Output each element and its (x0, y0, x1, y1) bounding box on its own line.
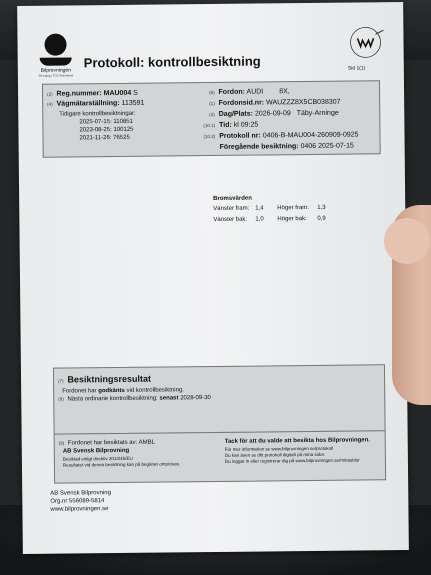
field-number: (2) (47, 91, 53, 97)
previous-inspection: 2021-11-26: 76525 (79, 134, 130, 142)
field-number: (9) (58, 440, 65, 446)
review-note: Resultatet vid denna besiktning kan på begäran omprövas. (62, 461, 181, 468)
time-label: Tid: (219, 121, 232, 129)
result-status: godkänts (98, 387, 125, 395)
vin-value: WAUZZZ8X5CB038307 (266, 98, 341, 107)
footer-website: www.bilprovningen.se (50, 506, 109, 513)
page-title: Protokoll: kontrollbesiktning (83, 53, 261, 71)
directive-note: Besiktad enligt direktiv 2014/45/EU (62, 455, 133, 462)
inspected-by: Fordonet har besiktats av: AMBL (67, 439, 155, 447)
vehicle-make: AUDI (246, 88, 264, 96)
vehicle-info-box (42, 80, 381, 158)
odometer-value: 113591 (121, 99, 145, 107)
vin-label: Fordonsid.nr: (218, 99, 265, 107)
thanks-text: Tack för att du valde att besikta hos Bilprovningen. (224, 437, 370, 445)
result-box (53, 364, 386, 434)
field-number: (10.1) (203, 122, 216, 129)
logo-name: Bilprovningen (40, 67, 72, 74)
inspection-protocol-paper (17, 2, 409, 554)
next-inspection-label: Nästa ordinarie kontrollbesiktning: (67, 395, 158, 403)
next-inspection-date: 2028-09-30 (180, 395, 211, 402)
vehicle-label: Fordon: (218, 88, 245, 96)
place-value: Täby-Arninge (296, 109, 339, 118)
brake-front-right-label: Höger fram: (277, 204, 309, 212)
reg-label: Reg.nummer: (56, 90, 102, 98)
previous-inspection: 2025-07-15: 110851 (79, 118, 134, 126)
inspection-company: AB Svensk Bilprovning (62, 447, 130, 455)
brake-front-right-value: 1,3 (317, 204, 326, 211)
odometer-label: Vägmätarställning: (56, 99, 120, 108)
previous-inspection-value: 0406 2025-07-15 (300, 142, 354, 151)
login-text: Du loggar in eller registrerar dig på www.bilprovningen.se/minasidor (224, 457, 360, 464)
brakes-title: Bromsvärden (213, 195, 252, 202)
field-number: (1) (209, 100, 215, 107)
vehicle-model: 8X, (279, 88, 290, 96)
field-number: (4) (47, 101, 53, 107)
logo-bowl-icon (40, 57, 72, 65)
field-number: (7) (58, 378, 64, 384)
brake-front-left-label: Vänster fram: (213, 205, 250, 212)
result-title: Besiktningsresultat (67, 373, 152, 385)
brake-rear-left-value: 1,0 (255, 216, 264, 223)
thumb (384, 218, 430, 264)
swedac-seal (343, 24, 387, 64)
result-line-post: vid kontrollbesiktning. (126, 387, 184, 394)
brake-rear-right-label: Höger bak: (277, 216, 307, 223)
logo-circle-icon (44, 34, 66, 56)
footer-org-number: Org.nr 556089-5814 (50, 498, 105, 505)
info-box (54, 430, 387, 483)
next-inspection-qualifier: senast (159, 395, 179, 402)
swedac-seal-icon (343, 24, 387, 64)
time-value: kl 09:25 (233, 121, 259, 129)
logo-sub: Ett bolag i TÜV Rheinland (38, 73, 74, 78)
field-number: (8) (58, 396, 64, 402)
protocol-label: Protokoll nr: (219, 132, 261, 140)
brake-rear-left-label: Vänster bak: (213, 216, 248, 223)
reg-suffix: S (133, 89, 138, 97)
brake-front-left-value: 1,4 (255, 205, 264, 212)
footer (50, 489, 111, 514)
previous-inspections-label: Tidigare kontrollbesiktningar: (59, 110, 136, 118)
brake-rear-right-value: 0,9 (317, 215, 326, 222)
result-line-pre: Fordonet har (62, 388, 97, 395)
bilprovningen-logo (35, 33, 75, 77)
reg-value: MAU004 (103, 89, 132, 98)
footer-company: AB Svensk Bilprovning (50, 490, 111, 497)
field-number: (5) (209, 89, 215, 96)
previous-inspection: 2023-08-25: 100125 (79, 126, 134, 134)
date-value: 2026-09-09 (254, 110, 291, 118)
previous-inspection-label: Föregående besiktning: (219, 143, 299, 151)
more-info-text: För mer information se www.bilprovningen.se/protokoll (224, 445, 334, 452)
field-number: (10.2) (203, 133, 216, 140)
date-place-label: Dag/Plats: (218, 110, 254, 118)
field-number: (3) (209, 111, 215, 118)
page-number: Sid 1(1) (347, 65, 366, 72)
digital-protocol-text: Du kan även se ditt protokoll digitalt på mina sidor. (224, 451, 326, 458)
protocol-value: 0406-B-MAU004-260909-0925 (262, 131, 359, 140)
